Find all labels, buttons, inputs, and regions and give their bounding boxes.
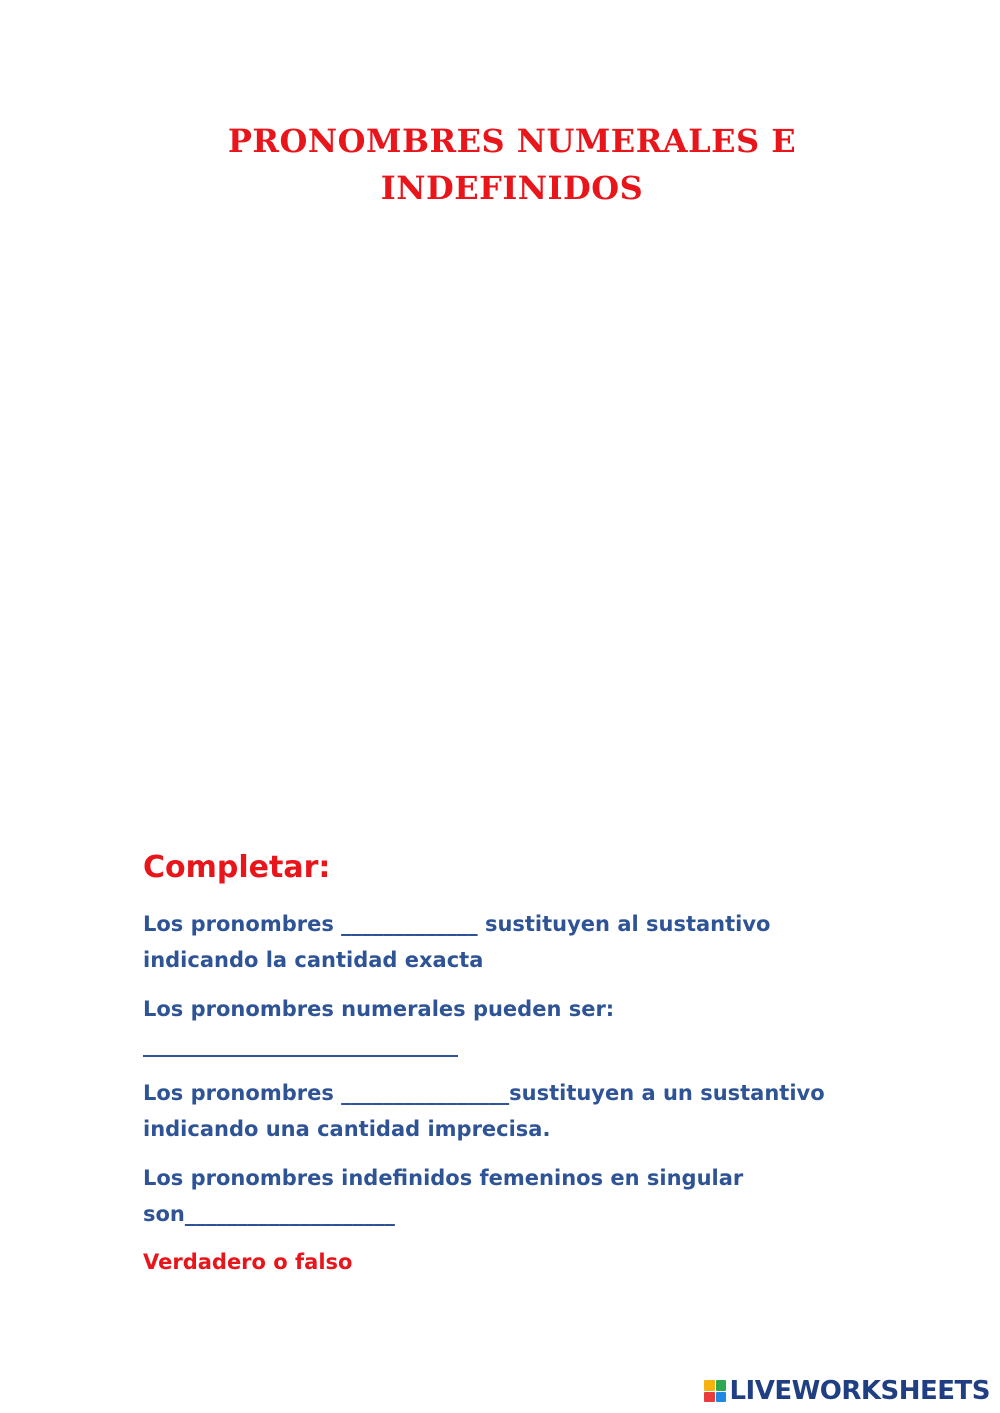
fill-in-sentence-3b: indicando una cantidad imprecisa. [143, 1117, 551, 1141]
liveworksheets-logo [704, 1374, 990, 1408]
fill-in-sentence-2: Los pronombres numerales pueden ser: [143, 997, 615, 1021]
fill-in-sentence-4a: Los pronombres indefinidos femeninos en singular [143, 1166, 744, 1190]
title-line-1: PRONOMBRES NUMERALES E [227, 122, 797, 160]
fill-in-sentence-4b: son____________________ [143, 1202, 395, 1226]
fill-in-sentence-1a: Los pronombres _____________ sustituyen al sustantivo [143, 912, 771, 936]
fill-in-sentence-3a: Los pronombres ________________sustituyen a un sustantivo [143, 1081, 825, 1105]
section-heading: Completar: [143, 850, 331, 885]
answer-blank-line: ______________________________ [143, 1033, 458, 1057]
fill-in-sentence-1b: indicando la cantidad exacta [143, 948, 484, 972]
worksheet-title [150, 118, 874, 212]
liveworksheets-logo-icon [704, 1380, 726, 1402]
title-line-2: INDEFINIDOS [380, 169, 644, 207]
liveworksheets-logo-text: LIVEWORKSHEETS [729, 1376, 990, 1406]
true-false-heading: Verdadero o falso [143, 1250, 353, 1274]
